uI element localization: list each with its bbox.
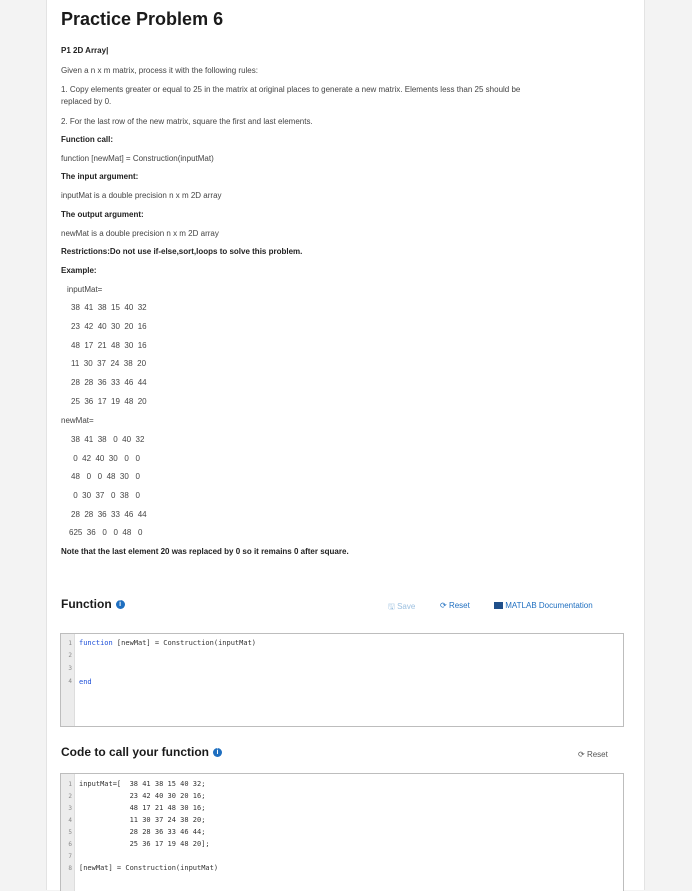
code-line[interactable]: [newMat] = Construction(inputMat) (79, 864, 219, 872)
line-number: 1 (68, 781, 72, 788)
code-line[interactable]: inputMat=[ 38 41 38 15 40 32; (79, 780, 206, 788)
input-mat-label: inputMat= (67, 285, 103, 294)
code-line[interactable]: 28 28 36 33 46 44; (79, 828, 206, 836)
call-heading-text: Code to call your function (61, 745, 210, 759)
keyword: function (79, 639, 113, 647)
save-icon: 🖫 (388, 602, 395, 611)
info-icon[interactable]: i (116, 600, 125, 609)
call-editor[interactable] (60, 773, 624, 891)
new-mat-label: newMat= (61, 416, 94, 425)
code-line[interactable] (79, 639, 256, 647)
save-button[interactable] (388, 601, 415, 615)
matrix-row: 38 41 38 0 40 32 (71, 435, 145, 444)
line-number: 5 (68, 829, 72, 836)
line-number: 2 (68, 652, 72, 659)
docs-label: MATLAB Documentation (505, 601, 593, 610)
rule-1: 1. Copy elements greater or equal to 25 in the matrix at original places to generate a new matrix. Elements less than 25 should be (61, 85, 521, 94)
problem-intro: Given a n x m matrix, process it with the following rules: (61, 66, 258, 75)
reset-icon: ⟳ (440, 601, 447, 610)
call-reset-button[interactable] (578, 750, 608, 759)
rule-2: 2. For the last row of the new matrix, square the first and last elements. (61, 117, 313, 126)
matrix-row: 23 42 40 30 20 16 (71, 322, 147, 331)
input-argument-label: The input argument: (61, 172, 139, 181)
matrix-row: 625 36 0 0 48 0 (69, 528, 143, 537)
matrix-row: 28 28 36 33 46 44 (71, 378, 147, 387)
line-number: 7 (68, 853, 72, 860)
matrix-row: 25 36 17 19 48 20 (71, 397, 147, 406)
rule-1-cont: replaced by 0. (61, 97, 112, 106)
code-line[interactable]: 23 42 40 30 20 16; (79, 792, 206, 800)
example-label: Example: (61, 266, 97, 275)
function-reset-button[interactable] (440, 601, 470, 610)
reset-label: Reset (448, 601, 470, 610)
output-argument-desc: newMat is a double precision n x m 2D array (61, 229, 219, 238)
line-number: 8 (68, 865, 72, 872)
info-icon[interactable]: i (213, 748, 222, 757)
matrix-row: 28 28 36 33 46 44 (71, 510, 147, 519)
code-line[interactable]: 25 36 17 19 48 20]; (79, 840, 210, 848)
matrix-row: 11 30 37 24 38 20 (71, 359, 147, 368)
code-line[interactable]: end (79, 678, 92, 686)
line-number: 1 (68, 640, 72, 647)
line-number: 2 (68, 793, 72, 800)
page-title: Practice Problem 6 (61, 9, 224, 29)
call-heading (61, 745, 222, 759)
function-call-label: Function call: (61, 135, 113, 144)
function-call-signature: function [newMat] = Construction(inputMat) (61, 154, 214, 163)
line-number: 4 (68, 817, 72, 824)
line-number: 3 (68, 805, 72, 812)
example-note: Note that the last element 20 was replaced by 0 so it remains 0 after square. (61, 547, 349, 556)
reset-label: Reset (586, 750, 608, 759)
code-text: [newMat] = Construction(inputMat) (112, 639, 257, 647)
line-number: 6 (68, 841, 72, 848)
line-number: 4 (68, 678, 72, 685)
matlab-doc-icon (494, 602, 503, 609)
reset-icon: ⟳ (578, 750, 585, 759)
code-line[interactable]: 48 17 21 48 30 16; (79, 804, 206, 812)
matrix-row: 0 30 37 0 38 0 (71, 491, 140, 500)
problem-panel (46, 0, 645, 890)
line-number: 3 (68, 665, 72, 672)
matrix-row: 48 0 0 48 30 0 (71, 472, 140, 481)
restrictions: Restrictions:Do not use if-else,sort,loops to solve this problem. (61, 247, 303, 256)
code-line[interactable]: 11 30 37 24 38 20; (79, 816, 206, 824)
problem-subtitle: P1 2D Array| (61, 46, 109, 55)
matrix-row: 48 17 21 48 30 16 (71, 341, 147, 350)
output-argument-label: The output argument: (61, 210, 144, 219)
input-argument-desc: inputMat is a double precision n x m 2D array (61, 191, 222, 200)
function-heading-text: Function (61, 597, 112, 611)
matlab-documentation-link[interactable] (494, 601, 593, 610)
save-label: Save (397, 602, 416, 611)
matrix-row: 0 42 40 30 0 0 (71, 454, 140, 463)
matrix-row: 38 41 38 15 40 32 (71, 303, 147, 312)
function-editor[interactable] (60, 633, 624, 727)
function-heading (61, 597, 125, 611)
